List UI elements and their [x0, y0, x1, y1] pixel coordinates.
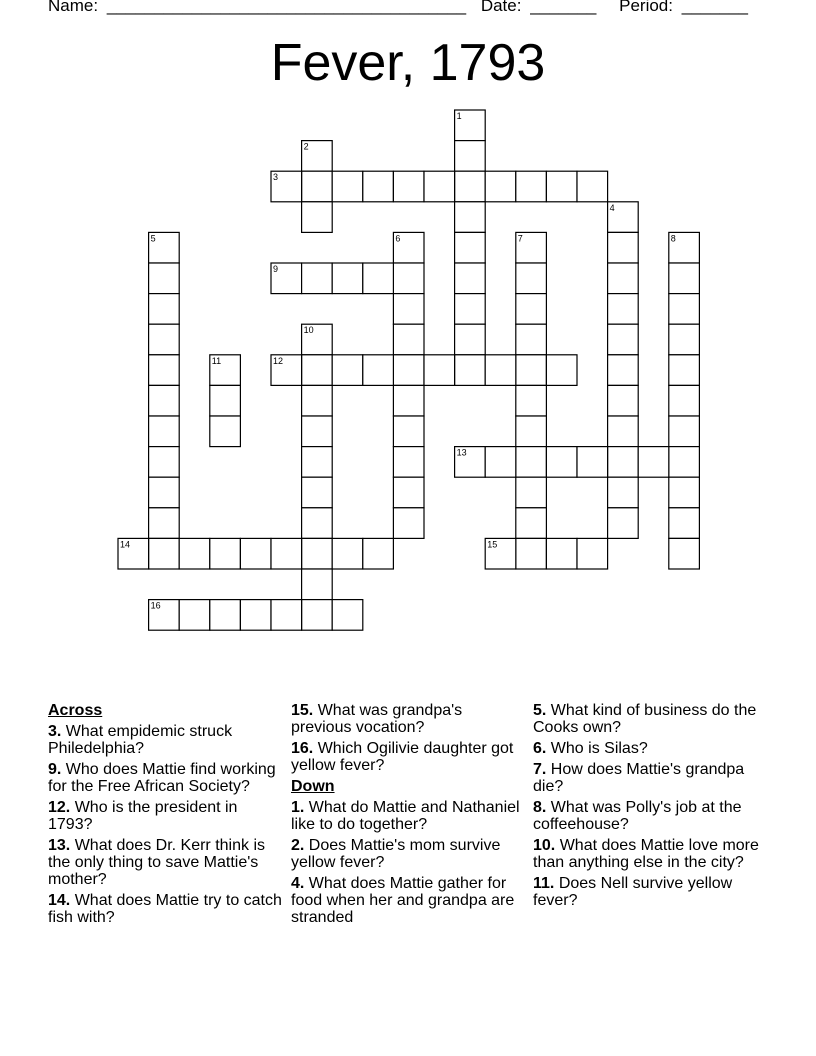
across-clue [48, 892, 284, 926]
clue-number: 12. [48, 799, 71, 816]
grid-cell[interactable] [210, 416, 241, 447]
grid-cell[interactable] [608, 355, 639, 386]
clue-number-label: 7 [517, 233, 523, 244]
clue-number-label: 4 [609, 202, 615, 213]
grid-cell[interactable] [669, 416, 700, 447]
clue-text: Who does Mattie find working for the Free African Society? [48, 761, 276, 795]
grid-cell[interactable] [149, 294, 180, 325]
grid-cell[interactable] [302, 416, 333, 447]
clue-text: Who is the president in 1793? [48, 799, 238, 833]
clue-text: What does Mattie love more than anything else in the city? [533, 837, 759, 871]
grid-cell[interactable] [149, 416, 180, 447]
grid-cell[interactable] [608, 263, 639, 294]
grid-cell[interactable] [516, 508, 547, 539]
grid-cell[interactable] [669, 385, 700, 416]
grid-cell[interactable] [608, 324, 639, 355]
down-clue [291, 875, 527, 926]
clue-text: What does Dr. Kerr think is the only thing to save Mattie's mother? [48, 837, 265, 888]
name-blank[interactable]: ______________________________________ [106, 0, 467, 15]
grid-cell[interactable] [302, 538, 333, 569]
grid-cell[interactable] [302, 600, 333, 631]
grid-cell[interactable] [546, 538, 577, 569]
grid-cell[interactable] [424, 355, 455, 386]
grid-cell[interactable] [210, 385, 241, 416]
grid-cell[interactable] [149, 447, 180, 478]
grid-cell[interactable] [179, 600, 210, 631]
clue-text: Which Ogilivie daughter got yellow fever? [291, 740, 514, 774]
grid-cell[interactable] [608, 477, 639, 508]
grid-cell[interactable] [210, 600, 241, 631]
grid-cell[interactable] [669, 324, 700, 355]
grid-cell[interactable] [302, 385, 333, 416]
grid-cell[interactable] [516, 263, 547, 294]
grid-cell[interactable] [516, 416, 547, 447]
grid-cell[interactable] [485, 355, 516, 386]
across-clue [48, 799, 284, 833]
clue-number-label: 2 [303, 141, 309, 152]
grid-cell[interactable] [546, 447, 577, 478]
across-clue [48, 723, 284, 757]
clue-number: 1. [291, 799, 305, 816]
grid-cell[interactable] [608, 385, 639, 416]
grid-cell[interactable] [516, 477, 547, 508]
clue-number-label: 9 [273, 264, 279, 274]
clue-number: 14. [48, 892, 71, 909]
grid-cell[interactable] [455, 263, 486, 294]
grid-cell[interactable] [332, 263, 363, 294]
clue-text: What was grandpa's previous vocation? [291, 702, 463, 736]
grid-cell[interactable] [608, 294, 639, 325]
clue-number: 4. [291, 875, 305, 892]
down-clue [533, 837, 759, 871]
grid-cell[interactable] [669, 263, 700, 294]
clue-text: What do Mattie and Nathaniel like to do together? [291, 799, 520, 833]
grid-cell[interactable] [240, 538, 271, 569]
down-clue [291, 837, 527, 871]
across-heading: Across [48, 702, 103, 719]
clue-number-label: 1 [456, 111, 462, 121]
clue-number-label: 15 [487, 539, 498, 550]
grid-cell[interactable] [302, 263, 333, 294]
grid-cell[interactable] [393, 324, 424, 355]
clue-number: 11. [533, 875, 555, 892]
grid-cell[interactable] [332, 171, 363, 202]
grid-cell[interactable] [455, 324, 486, 355]
grid-cell[interactable] [240, 600, 271, 631]
grid-cell[interactable] [485, 171, 516, 202]
down-clue [291, 799, 527, 833]
grid-cell[interactable] [516, 355, 547, 386]
clue-text: Who is Silas? [550, 740, 648, 757]
grid-cell[interactable] [669, 508, 700, 539]
grid-cell[interactable] [546, 171, 577, 202]
down-clue [533, 702, 759, 736]
clue-number: 6. [533, 740, 547, 757]
grid-cell[interactable] [516, 538, 547, 569]
grid-cell[interactable] [363, 355, 394, 386]
clue-number: 10. [533, 837, 556, 854]
grid-cell[interactable] [302, 202, 333, 233]
grid-cell[interactable] [669, 294, 700, 325]
grid-cell[interactable] [393, 447, 424, 478]
down-clue [533, 761, 759, 795]
clue-number-label: 14 [120, 539, 131, 550]
clue-number: 9. [48, 761, 62, 778]
grid-cell[interactable] [302, 477, 333, 508]
grid-cell[interactable] [516, 447, 547, 478]
grid-cell[interactable] [516, 294, 547, 325]
name-label: Name: [48, 0, 99, 15]
date-blank[interactable]: _______ [530, 0, 597, 15]
clue-number-label: 6 [395, 233, 401, 244]
grid-cell[interactable] [332, 600, 363, 631]
clue-text: Does Nell survive yellow fever? [533, 875, 733, 909]
grid-cell[interactable] [149, 385, 180, 416]
clue-number-label: 5 [150, 233, 156, 244]
grid-cell[interactable] [485, 447, 516, 478]
clue-text: What empidemic struck Philedelphia? [48, 723, 233, 757]
clue-number-label: 3 [273, 172, 279, 183]
grid-cell[interactable] [393, 355, 424, 386]
clue-number: 16. [291, 740, 314, 757]
grid-cell[interactable] [455, 171, 486, 202]
grid-cell[interactable] [455, 294, 486, 325]
grid-cell[interactable] [363, 263, 394, 294]
grid-cell[interactable] [608, 508, 639, 539]
clue-text: Does Mattie's mom survive yellow fever? [291, 837, 501, 871]
grid-cell[interactable] [302, 569, 333, 600]
grid-cell[interactable] [455, 141, 486, 172]
grid-cell[interactable] [302, 355, 333, 386]
clue-text: What does Mattie try to catch fish with? [48, 892, 282, 926]
date-label: Date: [480, 0, 522, 15]
down-clue [533, 875, 759, 909]
across-clue [48, 837, 284, 888]
grid-cell[interactable] [302, 171, 333, 202]
period-label: Period: [619, 0, 673, 15]
grid-cell[interactable] [393, 294, 424, 325]
grid-cell[interactable] [393, 171, 424, 202]
grid-cell[interactable] [393, 416, 424, 447]
grid-cell[interactable] [149, 355, 180, 386]
down-heading: Down [291, 778, 335, 795]
grid-cell[interactable] [179, 538, 210, 569]
clue-text: How does Mattie's grandpa die? [533, 761, 745, 795]
grid-cell[interactable] [608, 416, 639, 447]
clue-number: 5. [533, 702, 547, 719]
clue-number: 8. [533, 799, 547, 816]
clue-column-1 [48, 702, 284, 930]
grid-cell[interactable] [516, 324, 547, 355]
across-clue [48, 761, 284, 795]
clue-number-label: 10 [303, 325, 314, 336]
across-clue [291, 740, 527, 774]
down-clue [533, 740, 759, 757]
clue-number-label: 12 [273, 355, 284, 366]
grid-cell[interactable] [424, 171, 455, 202]
grid-cell[interactable] [577, 538, 608, 569]
down-clue [533, 799, 759, 833]
grid-cell[interactable] [669, 355, 700, 386]
grid-cell[interactable] [638, 447, 669, 478]
grid-cell[interactable] [608, 232, 639, 263]
grid-cell[interactable] [516, 385, 547, 416]
grid-cell[interactable] [455, 355, 486, 386]
grid-cell[interactable] [302, 508, 333, 539]
grid-cell[interactable] [393, 385, 424, 416]
grid-cell[interactable] [516, 171, 547, 202]
grid-cell[interactable] [271, 538, 302, 569]
clue-number: 13. [48, 837, 71, 854]
clue-number-label: 8 [670, 233, 676, 244]
clue-number: 7. [533, 761, 547, 778]
clue-number: 15. [291, 702, 314, 719]
clue-number: 3. [48, 723, 62, 740]
grid-cell[interactable] [149, 538, 180, 569]
grid-cell[interactable] [332, 355, 363, 386]
across-clue [291, 702, 527, 736]
grid-cell[interactable] [332, 538, 363, 569]
grid-cell[interactable] [393, 508, 424, 539]
grid-cell[interactable] [455, 202, 486, 233]
grid-cell[interactable] [302, 447, 333, 478]
clue-number-label: 13 [456, 447, 467, 458]
puzzle-title: Fever, 1793 [270, 34, 546, 92]
period-blank[interactable]: _______ [681, 0, 748, 15]
grid-cell[interactable] [149, 263, 180, 294]
grid-cell[interactable] [210, 538, 241, 569]
grid-cell[interactable] [149, 508, 180, 539]
grid-cell[interactable] [363, 538, 394, 569]
clue-text: What does Mattie gather for food when her and grandpa are stranded [291, 875, 515, 926]
clue-text: What was Polly's job at the coffeehouse? [533, 799, 742, 833]
grid-cell[interactable] [149, 324, 180, 355]
clue-number-label: 16 [150, 600, 161, 611]
grid-cell[interactable] [577, 171, 608, 202]
grid-cell[interactable] [149, 477, 180, 508]
grid-cell[interactable] [393, 263, 424, 294]
clue-number-label: 11 [211, 355, 222, 366]
grid-cell[interactable] [455, 232, 486, 263]
grid-cell[interactable] [669, 538, 700, 569]
grid-cell[interactable] [393, 477, 424, 508]
grid-cell[interactable] [363, 171, 394, 202]
grid-cell[interactable] [669, 447, 700, 478]
clue-column-3 [533, 702, 759, 913]
grid-cell[interactable] [271, 600, 302, 631]
clue-text: What kind of business do the Cooks own? [533, 702, 757, 736]
grid-cell[interactable] [669, 477, 700, 508]
grid-cell[interactable] [608, 447, 639, 478]
grid-cell[interactable] [577, 447, 608, 478]
clue-column-2 [291, 702, 527, 930]
clue-number: 2. [291, 837, 305, 854]
grid-cell[interactable] [546, 355, 577, 386]
